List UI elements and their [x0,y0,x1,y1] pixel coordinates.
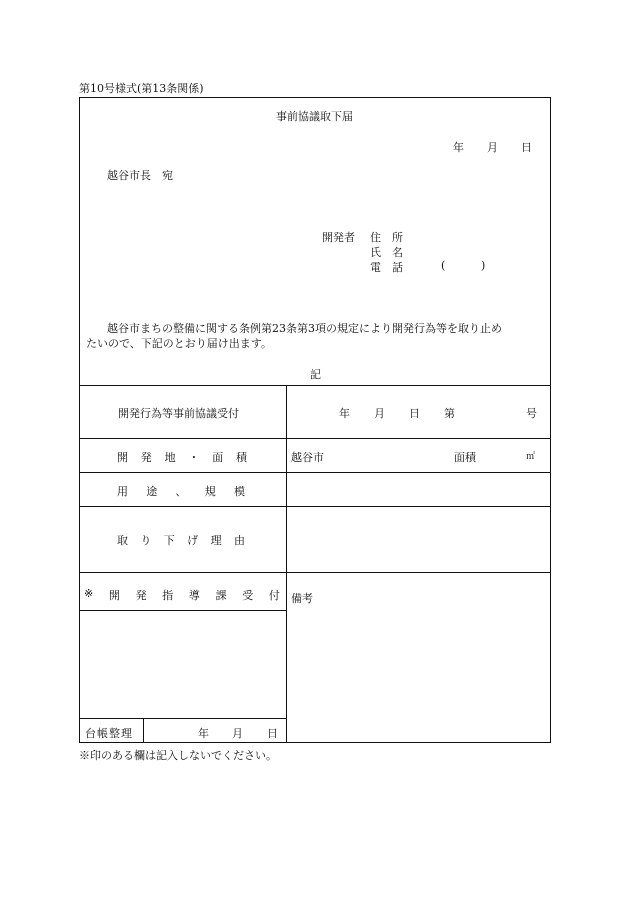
row1-dai: 第 [444,407,455,420]
body-line-1: 越谷市まちの整備に関する条例第23条第3項の規定により開発行為等を取り止め [107,322,502,335]
row4-label-char: 由 [233,534,245,547]
row1-label: 開発行為等事前協議受付 [118,407,239,420]
table-top-rule [79,385,551,386]
row-rule-1 [79,438,551,439]
ledger-month: 月 [232,727,243,740]
guidance-char: 指 [162,589,174,602]
row2-label [117,449,247,465]
row2-label-char: ・ [188,451,200,464]
row3-label-char: 規 [204,485,216,498]
name-label: 氏 名 [370,246,403,259]
date-year: 年 [453,141,464,154]
row3-label-char: 、 [175,485,187,498]
applicant-role: 開発者 [322,231,355,244]
row4-label [117,532,245,548]
row2-label-char: 発 [140,451,152,464]
ledger-divider [143,718,144,743]
guidance-char: 発 [135,589,147,602]
row2-label-char: 積 [235,451,247,464]
row4-label-char: 下 [163,534,175,547]
guidance-char: 開 [108,589,120,602]
row4-label-char: げ [187,534,199,547]
guidance-char: ※ [84,587,94,600]
row-rule-3 [79,506,551,507]
table-column-divider [286,385,287,743]
row3-label-char: 用 [117,485,128,498]
guidance-char: 導 [188,589,200,602]
guidance-char: 課 [215,589,227,602]
row3-label-char: 模 [234,485,245,498]
row4-label-char: 理 [210,534,222,547]
row2-label-char: 面 [212,451,224,464]
body-line-2: たいので、下記のとおり届け出ます。 [86,337,272,350]
row1-go: 号 [526,407,537,420]
date-day: 日 [521,141,532,154]
row4-label-char: 取 [117,534,128,547]
office-section-rule [79,572,551,573]
row4-label-char: り [140,534,152,547]
phone-paren-close: ) [481,259,486,272]
guidance-char: 受 [242,589,254,602]
ledger-day: 日 [267,727,278,740]
date-month: 月 [487,141,498,154]
guidance-label [84,587,280,603]
address-label: 住 所 [370,231,403,244]
row3-label-char: 途 [146,485,158,498]
ledger-year: 年 [198,727,209,740]
form-title: 事前協議取下届 [276,110,353,123]
row2-city: 越谷市 [291,451,324,464]
footnote: ※印のある欄は記入しないでください。 [79,749,277,762]
phone-label: 電 話 [370,261,403,274]
row1-month: 月 [374,407,385,420]
row2-label-char: 開 [117,451,128,464]
ledger-rule [79,718,286,719]
phone-paren-open: ( [441,259,446,272]
ledger-label: 台帳整理 [85,727,133,740]
row3-label [117,483,245,499]
row2-label-char: 地 [164,451,176,464]
guidance-char: 付 [268,589,280,602]
remarks-label: 備考 [291,592,313,605]
row-rule-2 [79,472,551,473]
row2-area-label: 面積 [454,451,476,464]
addressee: 越谷市長 宛 [107,169,173,182]
form-number: 第10号様式(第13条関係) [79,82,204,95]
ki-label: 記 [310,368,321,381]
guidance-rule [79,610,286,611]
row1-day: 日 [409,407,420,420]
row1-year: 年 [339,407,350,420]
row2-unit: ㎡ [526,452,536,462]
